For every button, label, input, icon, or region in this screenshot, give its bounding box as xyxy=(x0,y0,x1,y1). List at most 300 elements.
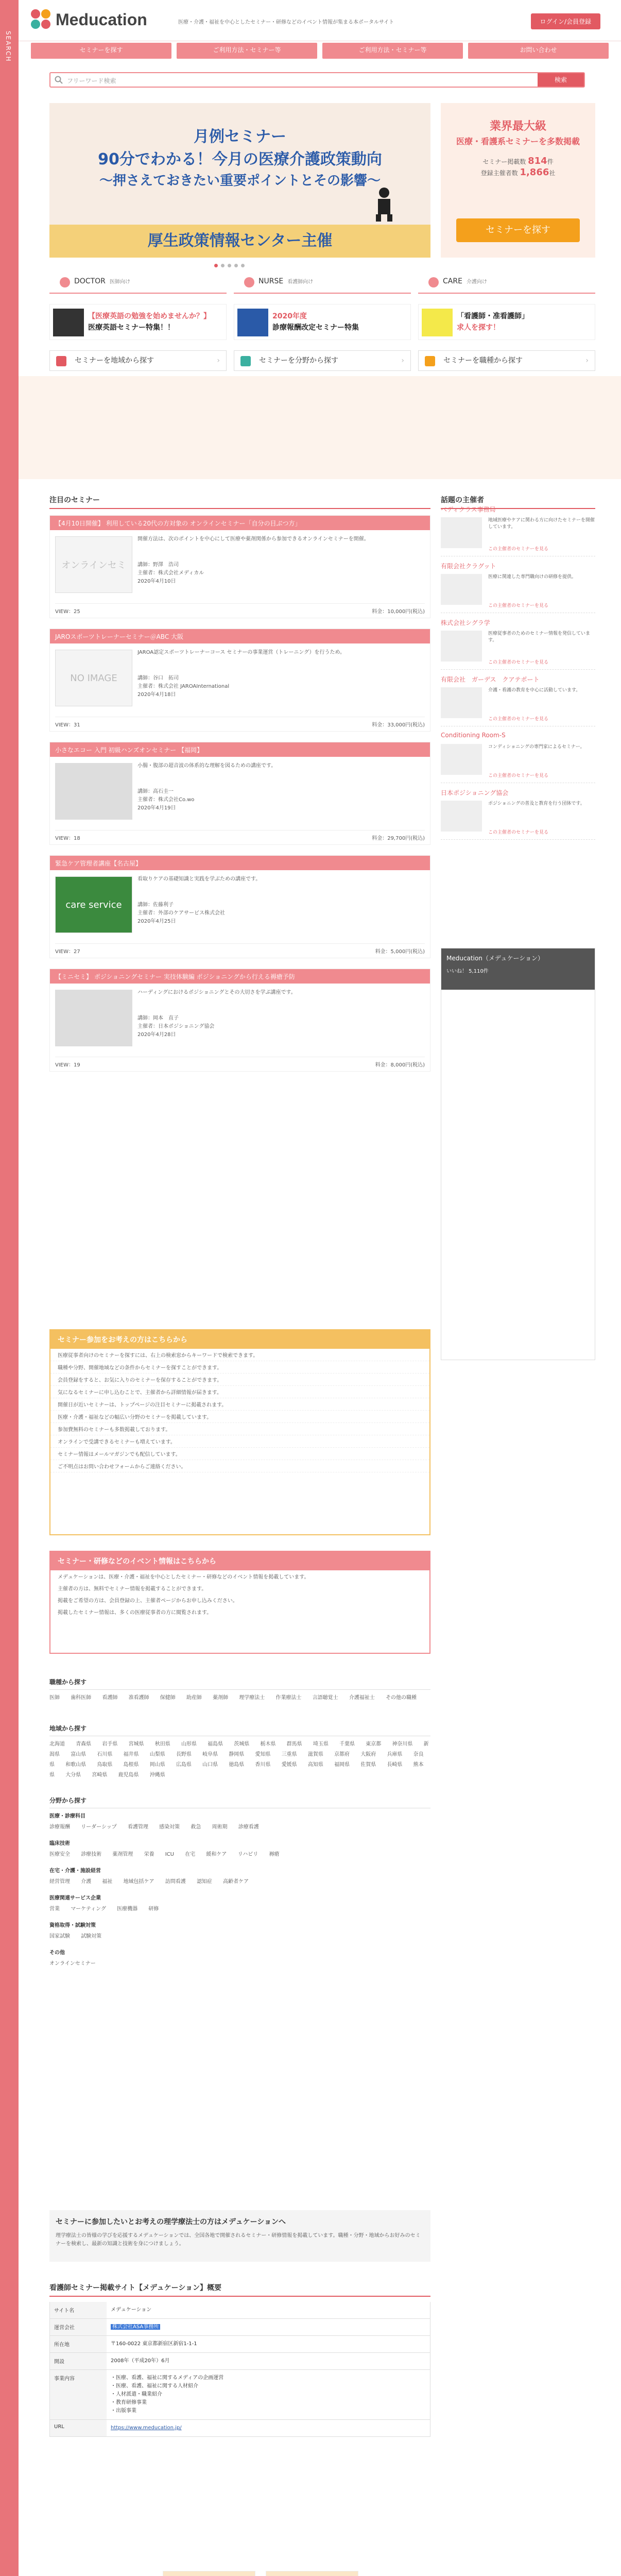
banner-jobs[interactable] xyxy=(418,304,595,340)
card-title[interactable]: 小さなエコー 入門 初級ハンズオンセミナー 【福岡】 xyxy=(50,742,430,757)
organizer-image xyxy=(441,687,482,718)
area-link[interactable]: 青森県 xyxy=(76,1741,92,1747)
banner-text: 医療英語セミナー特集！！ xyxy=(88,324,175,332)
login-button[interactable]: ログイン/会員登録 xyxy=(531,13,600,29)
info-line: メデュケーションは、医療・介護・福祉を中心としたセミナー・研修などのイベント情報を掲載しています。 xyxy=(58,1574,309,1580)
field-subheading: 医療関連サービス企業 xyxy=(49,1895,101,1901)
carousel-dot[interactable] xyxy=(228,264,231,267)
area-link[interactable]: 奈良県 xyxy=(49,1752,424,1768)
nav-item[interactable]: ご利用方法・セミナー等 xyxy=(177,43,317,59)
organizer-name[interactable]: Conditioning Room-S xyxy=(441,732,506,739)
find-label: セミナーを職種から探す xyxy=(443,357,523,365)
organizer-name[interactable]: 有限会社クラグット xyxy=(441,563,496,570)
organizer-image xyxy=(441,517,482,548)
field-link[interactable]: オンラインセミナー xyxy=(49,1961,96,1967)
find-by-area-button[interactable] xyxy=(49,350,227,371)
card-image xyxy=(55,763,132,820)
category-sub: 看護師向け xyxy=(287,279,314,285)
field-link[interactable]: 感染対策 xyxy=(159,1824,180,1830)
area-link[interactable]: 石川県 xyxy=(97,1752,113,1757)
find-seminar-button[interactable]: セミナーを探す xyxy=(456,218,580,242)
chevron-right-icon: › xyxy=(217,357,220,365)
field-link[interactable]: 周術期 xyxy=(212,1824,228,1830)
area-link[interactable]: 埼玉県 xyxy=(313,1741,329,1747)
carousel-dot[interactable] xyxy=(234,264,238,267)
area-link[interactable]: 東京都 xyxy=(366,1741,382,1747)
featured-heading: 注目のセミナー xyxy=(49,495,430,509)
hero-line1: 月例セミナー xyxy=(194,128,286,146)
organizer-list xyxy=(441,505,595,845)
field-link[interactable]: 緩和ケア xyxy=(206,1852,227,1857)
field-link[interactable]: 医療機器 xyxy=(117,1906,138,1912)
card-lecturer: 講師：高石圭一 xyxy=(137,789,174,794)
area-link[interactable]: 愛媛県 xyxy=(281,1762,297,1768)
field-subheading: 資格取得・試験対策 xyxy=(49,1923,96,1928)
search-button[interactable]: 検索 xyxy=(538,73,584,87)
row-value: ・医療、看護、福祉に関するメディアの企画運営 ・医療、看護、福祉に関する人材紹介 ・人材派遣・職業紹介 ・教育研修事業 ・出版事業 xyxy=(111,2375,224,2414)
job-heading: 職種から探す xyxy=(49,1674,430,1690)
area-link[interactable]: 滋賀県 xyxy=(307,1752,323,1757)
field-subitems xyxy=(49,1874,430,1890)
find-by-field-button[interactable] xyxy=(234,350,411,371)
job-link[interactable]: 歯科医師 xyxy=(71,1695,92,1701)
area-link[interactable]: 福島県 xyxy=(208,1741,223,1747)
area-link[interactable]: 大阪府 xyxy=(360,1752,376,1757)
overview-row xyxy=(49,2319,430,2336)
spacer-band xyxy=(19,376,621,479)
organizer-more-link[interactable]: この主催者のセミナーを見る xyxy=(488,660,549,665)
card-meta xyxy=(137,561,425,586)
carousel-dot[interactable] xyxy=(214,264,218,267)
card-footer xyxy=(55,943,425,955)
overview-heading: 看護師セミナー掲載サイト【メデュケーション】概要 xyxy=(49,2282,430,2297)
tagline: 医療・介護・福祉を中心としたセミナー・研修などのイベント情報が集まる本ポータルサイト xyxy=(178,20,394,25)
card-image: care service xyxy=(55,876,132,933)
overview-row xyxy=(49,2370,430,2420)
area-link[interactable]: 福岡県 xyxy=(334,1762,350,1768)
field-link[interactable]: 栄養 xyxy=(144,1852,154,1857)
overview-row xyxy=(49,2302,430,2319)
field-link[interactable]: 経営管理 xyxy=(49,1879,70,1885)
area-link[interactable]: 京都府 xyxy=(334,1752,350,1757)
field-subheading: 臨床技術 xyxy=(49,1841,70,1846)
info-line: 参加費無料のセミナーも多数掲載しております。 xyxy=(50,1423,429,1435)
nav-item[interactable]: ご利用方法・セミナー等 xyxy=(322,43,463,59)
card-title[interactable]: JAROスポーツトレーナーセミナー＠ABC 大阪 xyxy=(50,629,430,643)
field-link[interactable]: 在宅 xyxy=(185,1852,196,1857)
promo-seminar-unit: 件 xyxy=(547,158,554,165)
promo-org-count xyxy=(441,167,595,178)
category-care[interactable] xyxy=(418,273,595,294)
card-price: 料金：8,000円(税込) xyxy=(375,1062,425,1068)
row-key: 事業内容 xyxy=(50,2370,107,2419)
card-views: VIEW：25 xyxy=(55,609,80,615)
card-price: 料金：29,700円(税込) xyxy=(372,836,425,841)
url-link[interactable]: https://www.meducation.jp/ xyxy=(111,2425,182,2431)
logo-mark-icon xyxy=(31,9,51,30)
field-subheading: 医療・診療科目 xyxy=(49,1814,85,1819)
ad-banners xyxy=(163,2571,358,2576)
doctor-icon xyxy=(60,277,70,287)
card-meta xyxy=(137,1014,425,1039)
organizer-desc: 医療従事者のためのセミナー情報を発信しています。 xyxy=(488,631,591,643)
card-meta xyxy=(137,674,425,699)
area-link[interactable]: 鹿児島県 xyxy=(118,1772,139,1778)
area-link[interactable]: 佐賀県 xyxy=(360,1762,376,1768)
banner-text: 「看護師・准看護師」 xyxy=(457,312,529,320)
field-link[interactable]: マーケティング xyxy=(71,1906,106,1912)
search-by-job xyxy=(49,1674,430,1706)
organizer-image xyxy=(441,631,482,662)
card-organizer: 主催者：外部のケアサービス株式会社 xyxy=(137,910,225,916)
area-link[interactable]: 群馬県 xyxy=(286,1741,302,1747)
logo-text: Meducation xyxy=(56,10,147,29)
card-desc: ハーディングにおけるポジショニングとその大切さを学ぶ講座です。 xyxy=(137,990,296,995)
thinking-figure-icon xyxy=(369,185,400,222)
area-link[interactable]: 高知県 xyxy=(307,1762,323,1768)
card-footer xyxy=(55,1057,425,1068)
search-icon xyxy=(55,76,63,84)
card-footer xyxy=(55,717,425,728)
info-line: 会員登録をすると、お気に入りのセミナーを保存することができます。 xyxy=(50,1374,429,1386)
company-link[interactable]: 株式会社ASA事務所 xyxy=(111,2324,160,2330)
category-row xyxy=(49,273,595,294)
grid-icon xyxy=(240,356,251,366)
card-date: 2020年4月10日 xyxy=(137,579,176,584)
info-line: 気になるセミナーに申し込むことで、主催者から詳細情報が届きます。 xyxy=(50,1386,429,1398)
category-sub: 医師向け xyxy=(109,279,130,285)
promo-seminar-count xyxy=(441,156,595,166)
feature-banners xyxy=(49,304,595,340)
area-link[interactable]: 山梨県 xyxy=(149,1752,165,1757)
card-meta xyxy=(137,901,425,926)
area-link[interactable]: 富山県 xyxy=(71,1752,87,1757)
area-link[interactable]: 宮崎県 xyxy=(92,1772,108,1778)
info-line: 医療・介護・福祉などの幅広い分野のセミナーを掲載しています。 xyxy=(50,1411,429,1423)
job-items xyxy=(49,1690,430,1706)
card-footer xyxy=(55,830,425,841)
area-link[interactable]: 秋田県 xyxy=(154,1741,170,1747)
area-link[interactable]: 山形県 xyxy=(181,1741,197,1747)
find-by-job-button[interactable] xyxy=(418,350,595,371)
area-link[interactable]: 大分県 xyxy=(65,1772,81,1778)
area-link[interactable]: 岐阜県 xyxy=(202,1752,218,1757)
organizer-desc: 介護・看護の教育を中心に活動しています。 xyxy=(488,688,581,693)
job-link[interactable]: 保健師 xyxy=(160,1695,176,1701)
seminar-card[interactable] xyxy=(49,969,430,1072)
field-subheading: 在宅・介護・施設経営 xyxy=(49,1868,101,1874)
card-footer xyxy=(55,603,425,615)
field-link[interactable]: 国家試験 xyxy=(49,1934,70,1939)
field-items xyxy=(49,1811,430,1972)
category-doctor[interactable] xyxy=(49,273,227,294)
organizer-item[interactable] xyxy=(441,505,595,556)
promo-seminar-number: 814 xyxy=(528,156,547,166)
organizer-more-link[interactable]: この主催者のセミナーを見る xyxy=(488,773,549,778)
organizer-desc: ポジショニングの普及と教育を行う団体です。 xyxy=(488,801,585,806)
field-link[interactable]: 営業 xyxy=(49,1906,60,1912)
field-link[interactable]: 医療安全 xyxy=(49,1852,70,1857)
card-title[interactable]: 【4月10日開催】 利用している20代の方対象の オンラインセミナー「自分の目ぶつ方」 xyxy=(50,516,430,530)
field-subitems xyxy=(49,1928,430,1945)
search-by-field xyxy=(49,1793,430,1972)
card-organizer: 主催者：日本ポジショニング協会 xyxy=(137,1024,215,1029)
organizer-item[interactable] xyxy=(441,562,595,613)
organizer-more-link[interactable]: この主催者のセミナーを見る xyxy=(488,717,549,722)
card-date: 2020年4月28日 xyxy=(137,1032,176,1038)
row-value: メデュケーション xyxy=(111,2307,152,2313)
field-link[interactable]: 薬剤管理 xyxy=(112,1852,133,1857)
field-link[interactable]: 看護管理 xyxy=(127,1824,148,1830)
banner-text: 求人を探す！ xyxy=(457,324,500,332)
card-price: 料金：10,000円(税込) xyxy=(372,609,425,615)
organizer-info-heading: セミナー・研修などのイベント情報はこちらから xyxy=(50,1552,429,1570)
info-line: 医療従事者向けのセミナーを探すには、右上の検索窓からキーワードで検索できます。 xyxy=(50,1349,429,1361)
find-row xyxy=(49,350,595,371)
fb-header xyxy=(441,948,595,990)
category-label: CARE xyxy=(443,277,462,285)
organizer-item[interactable] xyxy=(441,788,595,840)
banner-text: 2020年度 xyxy=(272,312,307,320)
card-organizer: 主催者：株式会社Co.wo xyxy=(137,797,195,803)
area-link[interactable]: 新潟県 xyxy=(49,1741,429,1757)
participant-info-heading: セミナー参加をお考えの方はこちらから xyxy=(50,1330,429,1349)
overview-table xyxy=(49,2282,430,2437)
job-link[interactable]: 医師 xyxy=(49,1695,60,1701)
facebook-widget[interactable] xyxy=(441,948,595,1360)
find-label: セミナーを地域から探す xyxy=(75,357,154,365)
chevron-right-icon: › xyxy=(401,357,404,365)
organizer-name[interactable]: ベディクラス事務局 xyxy=(441,506,496,513)
job-link[interactable]: 薬剤師 xyxy=(213,1695,229,1701)
organizer-item[interactable] xyxy=(441,618,595,670)
area-link[interactable]: 北海道 xyxy=(49,1741,65,1747)
category-label: NURSE xyxy=(258,277,284,285)
about-box xyxy=(49,2210,430,2262)
field-link[interactable]: 高齢者ケア xyxy=(223,1879,249,1885)
area-link[interactable]: 島根県 xyxy=(123,1762,139,1768)
card-lecturer: 講師：野澤 浩司 xyxy=(137,562,179,568)
area-link[interactable]: 栃木県 xyxy=(260,1741,276,1747)
organizer-name[interactable]: 株式会社シグラ学 xyxy=(441,619,490,626)
hero-line3: ～押さえておきたい重要ポイントとその影響～ xyxy=(99,173,381,189)
field-link[interactable]: 試験対策 xyxy=(81,1934,102,1939)
area-link[interactable]: 愛知県 xyxy=(255,1752,271,1757)
field-link[interactable]: 訪問看護 xyxy=(165,1879,186,1885)
area-link[interactable]: 山口県 xyxy=(202,1762,218,1768)
area-link[interactable]: 宮城県 xyxy=(128,1741,144,1747)
area-heading: 地域から探す xyxy=(49,1721,430,1736)
card-date: 2020年4月18日 xyxy=(137,692,176,698)
area-link[interactable]: 千葉県 xyxy=(339,1741,355,1747)
organizer-more-link[interactable]: この主催者のセミナーを見る xyxy=(488,547,549,552)
field-link[interactable]: 診療報酬 xyxy=(49,1824,70,1830)
hero-banner[interactable] xyxy=(49,103,430,258)
organizer-name[interactable]: 日本ポジショニング協会 xyxy=(441,789,509,796)
card-views: VIEW：19 xyxy=(55,1062,80,1068)
card-price: 料金：5,000円(税込) xyxy=(375,949,425,955)
job-link[interactable]: 介護福祉士 xyxy=(349,1695,375,1701)
nav-item[interactable]: セミナーを探す xyxy=(31,43,171,59)
field-link[interactable]: 介護 xyxy=(81,1879,92,1885)
field-subitems xyxy=(49,1819,430,1836)
participant-info-box xyxy=(49,1329,430,1535)
overview-row xyxy=(49,2420,430,2437)
seminar-card[interactable] xyxy=(49,629,430,732)
card-title[interactable]: 【ミニセミ】 ポジショニングセミナー 実技体験編 ポジショニングから行える褥瘡予防 xyxy=(50,969,430,984)
about-text: 理学療法士の皆様の学びを応援するメデュケーションでは、全国各地で開催されるセミナー・研修情報を掲載しています。職種・分野・地域からお好みのセミナーを検索し、最新の知識と技術を身につけましょう。 xyxy=(56,2233,421,2247)
banner-image xyxy=(422,309,453,336)
area-link[interactable]: 岡山県 xyxy=(149,1762,165,1768)
promo-seminar-label: セミナー掲載数 xyxy=(482,158,526,165)
job-link[interactable]: 言語聴覚士 xyxy=(312,1695,338,1701)
area-link[interactable]: 兵庫県 xyxy=(387,1752,403,1757)
seminar-card[interactable] xyxy=(49,855,430,958)
row-key: 開設 xyxy=(50,2353,107,2369)
banner-revision[interactable] xyxy=(234,304,411,340)
map-icon xyxy=(56,356,66,366)
row-key: サイト名 xyxy=(50,2302,107,2318)
field-link[interactable]: 救急 xyxy=(191,1824,201,1830)
hero-line2: 90分でわかる！今月の医療介護政策動向 xyxy=(98,150,382,168)
card-desc: 看取りケアの基礎知識と実践を学ぶための講座です。 xyxy=(137,876,261,882)
promo-org-number: 1,866 xyxy=(520,167,549,178)
area-link[interactable]: 神奈川県 xyxy=(392,1741,413,1747)
row-value: 2008年（平成20年）6月 xyxy=(111,2358,170,2364)
logo[interactable] xyxy=(31,9,147,30)
job-link[interactable]: 作業療法士 xyxy=(275,1695,302,1701)
card-image: オンラインセミ xyxy=(55,536,132,593)
info-line: 職種や分野、開催地域などの条件からセミナーを探すことができます。 xyxy=(50,1361,429,1374)
banner-image xyxy=(53,309,84,336)
card-lecturer: 講師：岡本 直子 xyxy=(137,1015,179,1021)
job-link[interactable]: 准看護師 xyxy=(128,1695,149,1701)
area-link[interactable]: 徳島県 xyxy=(229,1762,245,1768)
find-label: セミナーを分野から探す xyxy=(259,357,338,365)
field-link[interactable]: 診療看護 xyxy=(238,1824,259,1830)
field-subitems xyxy=(49,1901,430,1918)
card-organizer: 主催者：株式会社メディカル xyxy=(137,570,204,576)
info-line: 主催者の方は、無料でセミナー情報を掲載することができます。 xyxy=(58,1586,207,1592)
ad-banner[interactable] xyxy=(163,2571,255,2576)
organizer-desc: コンディショニングの専門家によるセミナー。 xyxy=(488,744,585,750)
info-line: オンラインで受講できるセミナーも増えています。 xyxy=(50,1435,429,1448)
hero-band: 厚生政策情報センター主催 xyxy=(49,225,430,258)
job-link[interactable]: 理学療法士 xyxy=(239,1695,265,1701)
job-link[interactable]: 看護師 xyxy=(102,1695,118,1701)
fb-page-name[interactable]: Meducation（メデュケーション） xyxy=(446,955,544,962)
card-title[interactable]: 緊急ケア管理者講座【名古屋】 xyxy=(50,856,430,870)
about-heading: セミナーに参加したいとお考えの理学療法士の方はメデュケーションへ xyxy=(56,2218,286,2226)
field-link[interactable]: 研修 xyxy=(148,1906,159,1912)
field-link[interactable]: 診療技術 xyxy=(81,1852,102,1857)
info-line: 掲載をご希望の方は、会員登録の上、主催者ページからお申し込みください。 xyxy=(58,1598,238,1604)
search-bar xyxy=(49,72,585,88)
person-icon xyxy=(425,356,435,366)
card-views: VIEW：31 xyxy=(55,722,80,728)
card-views: VIEW：18 xyxy=(55,836,80,841)
job-link[interactable]: その他の職種 xyxy=(386,1695,417,1701)
card-lecturer: 講師：佐藤利子 xyxy=(137,902,174,908)
global-nav xyxy=(19,41,621,59)
overview-row xyxy=(49,2336,430,2353)
field-link[interactable]: リーダーシップ xyxy=(81,1824,117,1830)
area-link[interactable]: 香川県 xyxy=(255,1762,271,1768)
row-key: URL xyxy=(50,2420,107,2436)
row-value xyxy=(107,2319,430,2335)
side-stripe xyxy=(0,0,19,2576)
row-value: 〒160-0022 東京都新宿区新宿1-1-1 xyxy=(111,2341,197,2347)
area-link[interactable]: 和歌山県 xyxy=(65,1762,87,1768)
card-date: 2020年4月25日 xyxy=(137,919,176,924)
promo-org-unit: 社 xyxy=(549,170,556,177)
organizer-name[interactable]: 有限会社 ガーデス クアテポート xyxy=(441,676,540,683)
card-views: VIEW：27 xyxy=(55,949,80,955)
category-label: DOCTOR xyxy=(74,277,106,285)
area-link[interactable]: 長野県 xyxy=(176,1752,192,1757)
card-meta xyxy=(137,788,425,812)
area-link[interactable]: 岩手県 xyxy=(102,1741,118,1747)
header xyxy=(19,0,621,41)
field-subitems xyxy=(49,1956,430,1972)
field-link[interactable]: リハビリ xyxy=(237,1852,258,1857)
field-link[interactable]: 褥瘡 xyxy=(269,1852,280,1857)
area-link[interactable]: 沖縄県 xyxy=(149,1772,165,1778)
card-price: 料金：33,000円(税込) xyxy=(372,722,425,728)
info-line: 掲載したセミナー情報は、多くの医療従事者の方に閲覧されます。 xyxy=(58,1610,212,1616)
field-link[interactable]: 認知症 xyxy=(196,1879,212,1885)
field-link[interactable]: 福祉 xyxy=(102,1879,113,1885)
card-lecturer: 講師：谷口 拓司 xyxy=(137,675,179,681)
nurse-icon xyxy=(244,277,254,287)
area-link[interactable]: 広島県 xyxy=(176,1762,192,1768)
job-link[interactable]: 助産師 xyxy=(186,1695,202,1701)
area-link[interactable]: 長崎県 xyxy=(387,1762,403,1768)
area-link[interactable]: 熊本県 xyxy=(49,1762,424,1778)
organizer-more-link[interactable]: この主催者のセミナーを見る xyxy=(488,830,549,835)
organizer-item[interactable] xyxy=(441,675,595,726)
organizer-item[interactable] xyxy=(441,732,595,783)
carousel-dot[interactable] xyxy=(221,264,225,267)
category-nurse[interactable] xyxy=(234,273,411,294)
info-line: 開催日が近いセミナーは、トップページの注目セミナーに掲載されます。 xyxy=(50,1398,429,1411)
seminar-card[interactable] xyxy=(49,742,430,845)
organizers-heading: 話題の主催者 xyxy=(441,495,595,509)
organizer-more-link[interactable]: この主催者のセミナーを見る xyxy=(488,603,549,608)
area-link[interactable]: 茨城県 xyxy=(234,1741,250,1747)
card-date: 2020年4月19日 xyxy=(137,805,176,811)
organizer-info-box xyxy=(49,1551,430,1654)
area-link[interactable]: 三重県 xyxy=(281,1752,297,1757)
area-link[interactable]: 鳥取県 xyxy=(97,1762,113,1768)
row-key: 運営会社 xyxy=(50,2319,107,2335)
organizer-desc: 地域医療やケアに関わる方に向けたセミナーを開催しています。 xyxy=(488,518,595,530)
field-link[interactable]: 地域包括ケア xyxy=(123,1879,154,1885)
card-image: NO IMAGE xyxy=(55,650,132,706)
row-key: 所在地 xyxy=(50,2336,107,2352)
carousel-dot[interactable] xyxy=(241,264,245,267)
info-line: セミナー情報はメールマガジンでも配信しています。 xyxy=(50,1448,429,1460)
field-link[interactable]: ICU xyxy=(165,1852,175,1857)
area-link[interactable]: 福井県 xyxy=(123,1752,139,1757)
ad-banner[interactable] xyxy=(266,2571,358,2576)
banner-english[interactable] xyxy=(49,304,227,340)
area-link[interactable]: 静岡県 xyxy=(229,1752,245,1757)
seminar-card[interactable] xyxy=(49,515,430,618)
nav-item[interactable]: お問い合わせ xyxy=(468,43,609,59)
search-input[interactable]: フリーワード検索 xyxy=(67,77,116,84)
banner-image xyxy=(237,309,268,336)
